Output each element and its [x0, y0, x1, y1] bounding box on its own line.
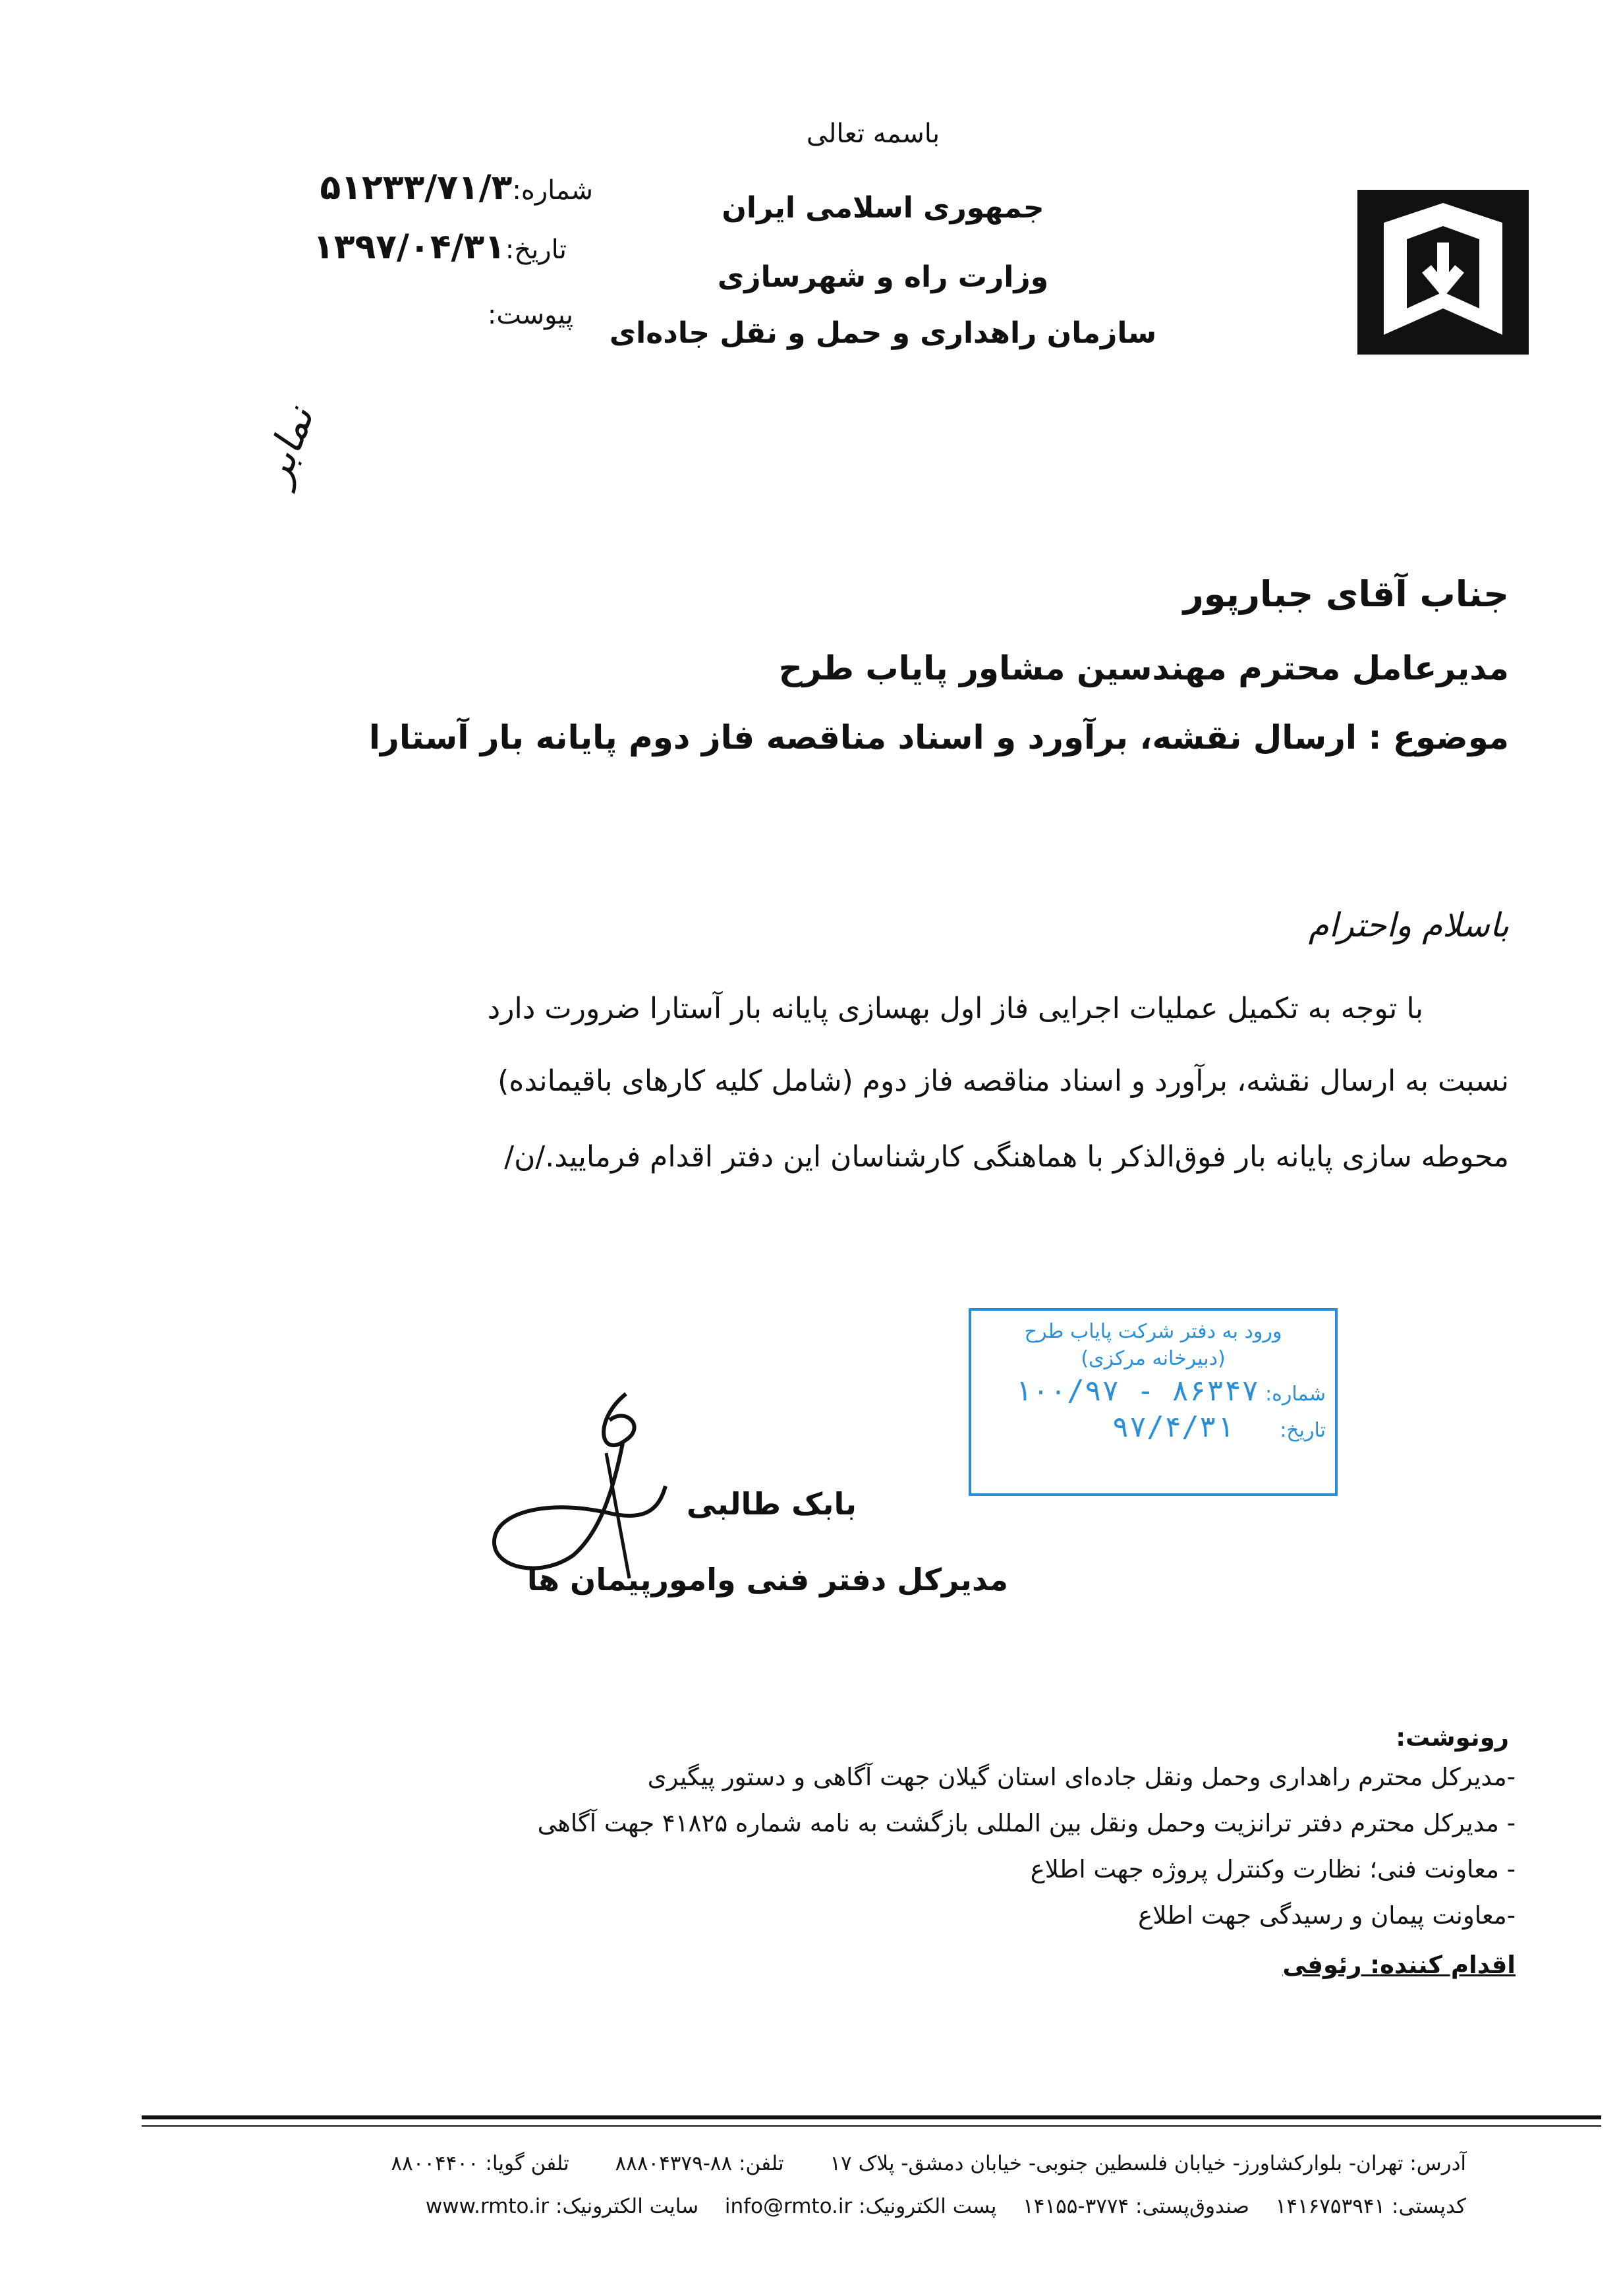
footer-address: آدرس: تهران- بلوارکشاورز- خیابان فلسطین جنوبی- خیابان دمشق- پلاک ۱۷ — [830, 2152, 1466, 2175]
bismillah-heading: باسمه تعالی — [806, 119, 940, 149]
date-value: ۱۳۹۷/۰۴/۳۱ — [313, 227, 505, 267]
footer-divider-thick — [142, 2115, 1601, 2119]
number-label: شماره: — [512, 175, 593, 206]
country-name: جمهوری اسلامی ایران — [722, 191, 1044, 225]
footer-postal-code: کدپستی: ۱۴۱۶۷۵۳۹۴۱ — [1275, 2195, 1466, 2218]
signatory-title: مدیرکل دفتر فنی وامورپیمان ها — [526, 1562, 1008, 1597]
footer-contact-line-2 — [310, 2195, 1466, 2218]
footer-email[interactable]: پست الکترونیک: info@rmto.ir — [724, 2195, 997, 2218]
attachment-label: پیوست: — [487, 300, 573, 330]
stamp-line-1: ورود به دفتر شرکت پایاب طرح — [1024, 1320, 1282, 1343]
cc-item-2: - مدیرکل محترم دفتر ترانزیت وحمل ونقل بین المللی بازگشت به نامه شماره ۴۱۸۲۵ جهت آگاهی — [537, 1809, 1516, 1837]
handwritten-signature — [474, 1381, 692, 1585]
cc-item-1: -مدیرکل محترم راهداری وحمل ونقل جاده‌ای استان گیلان جهت آگاهی و دستور پیگیری — [647, 1763, 1516, 1791]
cc-item-4: -معاونت پیمان و رسیدگی جهت اطلاع — [1138, 1901, 1516, 1930]
letter-subject: موضوع : ارسال نقشه، برآورد و اسناد مناقصه فاز دوم پایانه بار آستارا — [368, 718, 1509, 757]
fax-handwritten-note: نمابر — [252, 400, 324, 491]
action-officer: اقدام کننده: رئوفی — [1282, 1951, 1516, 1979]
stamp-date-row — [971, 1410, 1335, 1444]
footer-website[interactable]: سایت الکترونیک: www.rmto.ir — [425, 2195, 699, 2218]
body-line-1: با توجه به تکمیل عملیات اجرایی فاز اول بهسازی پایانه بار آستارا ضرورت دارد — [487, 992, 1423, 1025]
footer-divider-thin — [142, 2125, 1601, 2127]
number-value: ۵۱۲۳۳/۷۱/۳ — [320, 168, 513, 208]
recipient-title: مدیرعامل محترم مهندسین مشاور پایاب طرح — [778, 649, 1509, 687]
organization-logo — [1344, 177, 1542, 368]
receipt-stamp — [969, 1308, 1338, 1496]
cc-heading: رونوشت: — [1396, 1723, 1509, 1752]
recipient-salutation: جناب آقای جبارپور — [1183, 573, 1509, 615]
stamp-date-value: ۹۷/۴/۳۱ — [1112, 1410, 1234, 1444]
footer-po-box: صندوق‌پستی: ۳۷۷۴-۱۴۱۵۵ — [1023, 2195, 1249, 2218]
organization-name: سازمان راهداری و حمل و نقل جاده‌ای — [609, 316, 1157, 350]
footer-contact-line-1 — [339, 2152, 1466, 2175]
stamp-date-label: تاریخ: — [1280, 1419, 1326, 1442]
cc-item-3: - معاونت فنی؛ نظارت وکنترل پروژه جهت اطلاع — [1030, 1855, 1516, 1883]
stamp-number-value: ۱۰۰/۹۷ - ۸۶۳۴۷ — [1014, 1374, 1259, 1408]
signatory-name: بابک طالبی — [686, 1486, 857, 1522]
body-line-2: نسبت به ارسال نقشه، برآورد و اسناد مناقصه فاز دوم (شامل کلیه کارهای باقیمانده) — [497, 1064, 1509, 1098]
date-label: تاریخ: — [505, 235, 567, 265]
stamp-line-2: (دبیرخانه مرکزی) — [1081, 1347, 1226, 1370]
body-line-3: محوطه سازی پایانه بار فوق‌الذکر با هماهنگی کارشناسان این دفتر اقدام فرمایید./ن/ — [504, 1140, 1509, 1174]
stamp-number-row — [971, 1374, 1335, 1408]
ministry-name: وزارت راه و شهرسازی — [717, 260, 1049, 294]
footer-phone: تلفن: ۸۸-۸۸۸۰۴۳۷۹ — [615, 2152, 784, 2175]
stamp-number-label: شماره: — [1265, 1383, 1326, 1406]
greeting: باسلام واحترام — [1308, 906, 1509, 944]
letter-date — [250, 227, 567, 267]
letter-number — [250, 168, 593, 208]
footer-voice-phone: تلفن گویا: ۸۸۰۰۴۴۰۰ — [391, 2152, 569, 2175]
